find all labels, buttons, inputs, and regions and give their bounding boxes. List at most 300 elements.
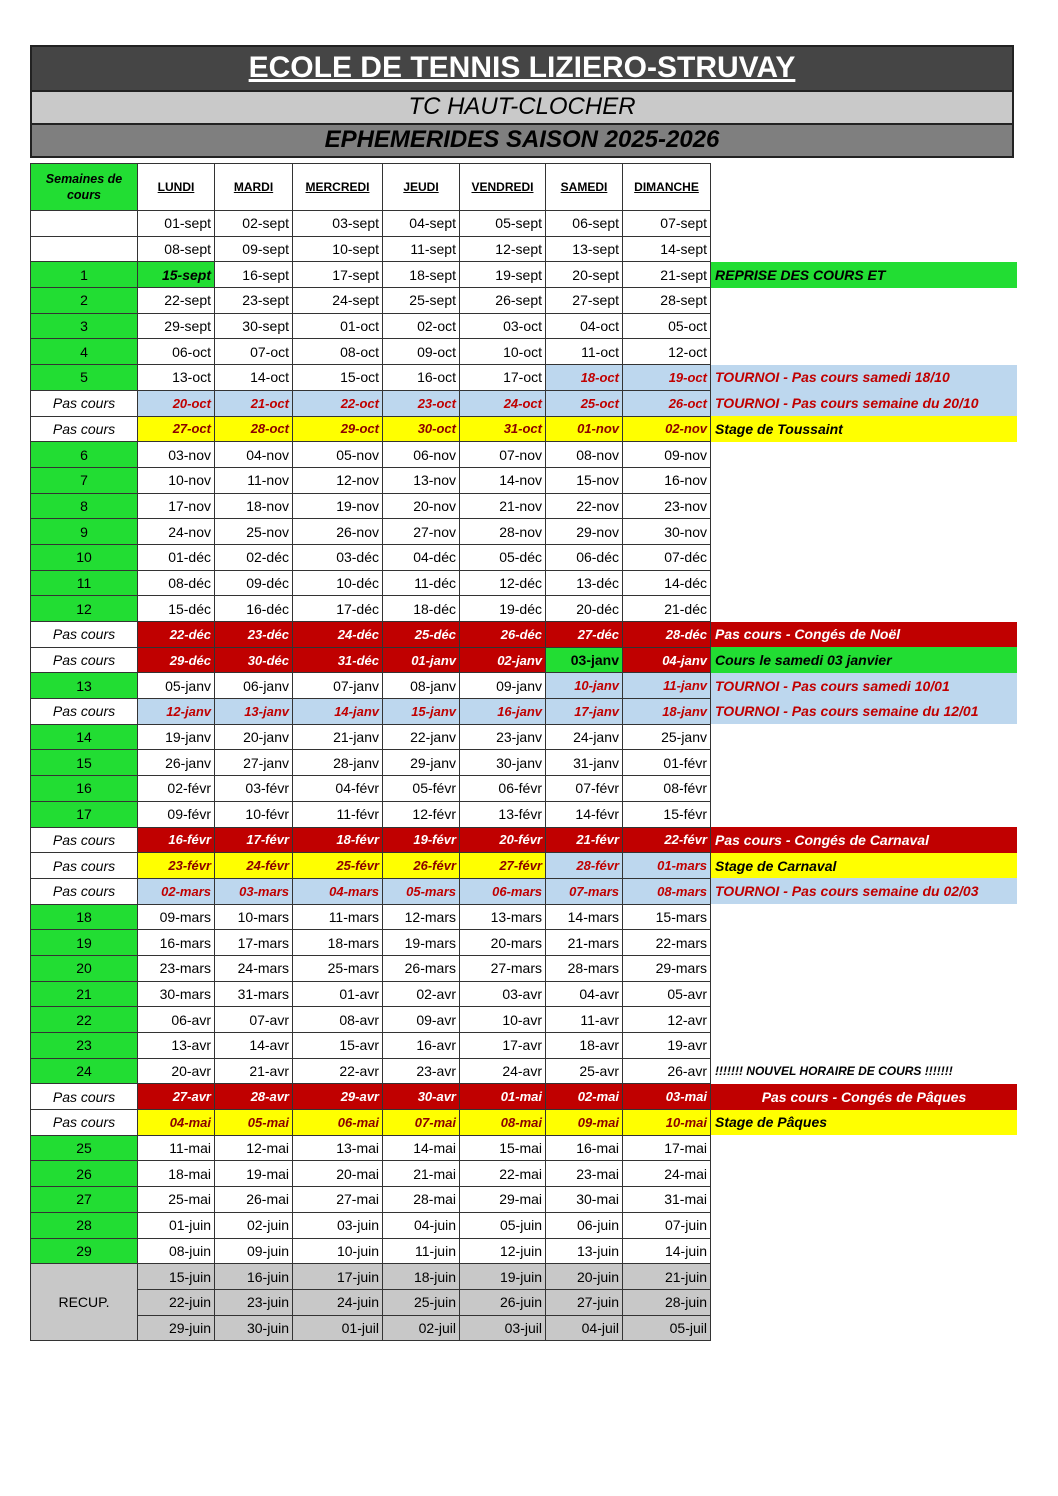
date-cell: 12-nov [293, 467, 383, 493]
table-row [31, 313, 1017, 339]
date-cell: 09-oct [383, 339, 460, 365]
date-cell: 20-févr [460, 827, 546, 853]
date-cell: 04-nov [215, 442, 293, 468]
date-cell: 08-mai [460, 1110, 546, 1136]
date-cell: 04-mai [138, 1110, 215, 1136]
row-note [711, 313, 1017, 339]
date-cell: 24-déc [293, 622, 383, 648]
date-cell: 27-sept [546, 288, 623, 314]
row-note: Stage de Carnaval [711, 853, 1017, 879]
date-cell: 22-févr [623, 827, 711, 853]
date-cell: 20-mai [293, 1161, 383, 1187]
date-cell: 11-juin [383, 1238, 460, 1264]
row-note [711, 1187, 1017, 1213]
date-cell: 11-avr [546, 1007, 623, 1033]
row-note [711, 930, 1017, 956]
date-cell: 28-avr [215, 1084, 293, 1110]
date-cell: 03-avr [460, 981, 546, 1007]
date-cell: 26-févr [383, 853, 460, 879]
recup-date-cell: 15-juin [138, 1264, 215, 1290]
table-row [31, 262, 1017, 288]
date-cell: 13-mars [460, 904, 546, 930]
date-cell: 21-déc [623, 596, 711, 622]
date-cell: 26-mars [383, 955, 460, 981]
date-cell: 01-avr [293, 981, 383, 1007]
row-note: Stage de Toussaint [711, 416, 1017, 442]
week-number: 16 [31, 776, 138, 802]
table-row [31, 1007, 1017, 1033]
row-note [711, 288, 1017, 314]
recup-date-cell: 26-juin [460, 1289, 546, 1315]
date-cell: 04-avr [546, 981, 623, 1007]
date-cell: 26-janv [138, 750, 215, 776]
date-cell: 11-déc [383, 570, 460, 596]
week-number: 11 [31, 570, 138, 596]
week-number: 29 [31, 1238, 138, 1264]
week-number: 14 [31, 724, 138, 750]
date-cell: 06-juin [546, 1212, 623, 1238]
row-note: Pas cours - Congés de Pâques [711, 1084, 1017, 1110]
recup-date-cell: 30-juin [215, 1315, 293, 1341]
date-cell: 22-nov [546, 493, 623, 519]
table-row [31, 622, 1017, 648]
date-cell: 20-nov [383, 493, 460, 519]
week-number: 8 [31, 493, 138, 519]
date-cell: 25-févr [293, 853, 383, 879]
date-cell: 19-nov [293, 493, 383, 519]
date-cell: 03-oct [460, 313, 546, 339]
recup-date-cell: 25-juin [383, 1289, 460, 1315]
row-note: !!!!!!! NOUVEL HORAIRE DE COURS !!!!!!! [715, 1064, 953, 1079]
date-cell: 07-janv [293, 673, 383, 699]
date-cell: 01-oct [293, 313, 383, 339]
table-row [31, 519, 1017, 545]
row-note [711, 1264, 1017, 1290]
date-cell: 30-oct [383, 416, 460, 442]
day-header-thursday: JEUDI [383, 164, 460, 211]
day-header-friday: VENDREDI [460, 164, 546, 211]
date-cell: 07-juin [623, 1212, 711, 1238]
date-cell: 11-nov [215, 467, 293, 493]
date-cell: 12-avr [623, 1007, 711, 1033]
week-number: Pas cours [31, 878, 138, 904]
date-cell: 12-sept [460, 236, 546, 262]
date-cell: 17-sept [293, 262, 383, 288]
date-cell: 29-nov [546, 519, 623, 545]
date-cell: 01-févr [623, 750, 711, 776]
date-cell: 01-juin [138, 1212, 215, 1238]
day-header-saturday: SAMEDI [546, 164, 623, 211]
date-cell: 07-sept [623, 211, 711, 237]
table-row [31, 930, 1017, 956]
date-cell: 10-févr [215, 801, 293, 827]
date-cell: 18-nov [215, 493, 293, 519]
date-cell: 03-nov [138, 442, 215, 468]
date-cell: 01-mars [623, 853, 711, 879]
week-number: Pas cours [31, 827, 138, 853]
date-cell: 16-oct [383, 365, 460, 391]
row-note: TOURNOI - Pas cours samedi 10/01 [711, 673, 1017, 699]
date-cell: 30-déc [215, 647, 293, 673]
date-cell: 25-déc [383, 622, 460, 648]
date-cell: 11-oct [546, 339, 623, 365]
date-cell: 22-oct [293, 390, 383, 416]
date-cell: 22-avr [293, 1058, 383, 1084]
row-note [711, 339, 1017, 365]
date-cell: 07-oct [215, 339, 293, 365]
date-cell: 09-janv [460, 673, 546, 699]
date-cell: 27-févr [460, 853, 546, 879]
date-cell: 28-déc [623, 622, 711, 648]
week-number: Pas cours [31, 1110, 138, 1136]
date-cell: 10-déc [293, 570, 383, 596]
date-cell: 08-févr [623, 776, 711, 802]
date-cell: 22-janv [383, 724, 460, 750]
row-note [711, 211, 1017, 237]
date-cell: 12-déc [460, 570, 546, 596]
date-cell: 17-mai [623, 1135, 711, 1161]
date-cell: 25-janv [623, 724, 711, 750]
week-number: 5 [31, 365, 138, 391]
date-cell: 16-nov [623, 467, 711, 493]
table-row [31, 236, 1017, 262]
date-cell: 15-avr [293, 1033, 383, 1059]
date-cell: 20-sept [546, 262, 623, 288]
table-row [31, 853, 1017, 879]
date-cell: 02-oct [383, 313, 460, 339]
date-cell: 24-mars [215, 955, 293, 981]
date-cell: 01-nov [546, 416, 623, 442]
recup-date-cell: 04-juil [546, 1315, 623, 1341]
table-row [31, 904, 1017, 930]
date-cell: 13-avr [138, 1033, 215, 1059]
table-row [31, 390, 1017, 416]
date-cell: 25-avr [546, 1058, 623, 1084]
week-number: Pas cours [31, 1084, 138, 1110]
week-number: 25 [31, 1135, 138, 1161]
date-cell: 29-janv [383, 750, 460, 776]
date-cell: 03-févr [215, 776, 293, 802]
week-number: 3 [31, 313, 138, 339]
date-cell: 09-sept [215, 236, 293, 262]
week-number: 9 [31, 519, 138, 545]
week-number: 2 [31, 288, 138, 314]
date-cell: 20-déc [546, 596, 623, 622]
row-note [711, 493, 1017, 519]
date-cell: 05-mars [383, 878, 460, 904]
date-cell: 27-mai [293, 1187, 383, 1213]
date-cell: 05-sept [460, 211, 546, 237]
date-cell: 04-oct [546, 313, 623, 339]
row-note [711, 570, 1017, 596]
date-cell: 03-juin [293, 1212, 383, 1238]
row-note [711, 801, 1017, 827]
date-cell: 10-juin [293, 1238, 383, 1264]
row-note: TOURNOI - Pas cours semaine du 02/03 [711, 878, 1017, 904]
row-note [711, 904, 1017, 930]
date-cell: 28-sept [623, 288, 711, 314]
date-cell: 23-nov [623, 493, 711, 519]
row-note [711, 1212, 1017, 1238]
date-cell: 13-juin [546, 1238, 623, 1264]
date-cell: 23-févr [138, 853, 215, 879]
date-cell: 19-déc [460, 596, 546, 622]
row-note: REPRISE DES COURS ET [711, 262, 1017, 288]
table-row [31, 1187, 1017, 1213]
date-cell: 06-nov [383, 442, 460, 468]
date-cell: 18-mars [293, 930, 383, 956]
date-cell: 28-oct [215, 416, 293, 442]
row-note [711, 776, 1017, 802]
date-cell: 06-janv [215, 673, 293, 699]
date-cell: 27-avr [138, 1084, 215, 1110]
date-cell: 29-avr [293, 1084, 383, 1110]
date-cell: 08-nov [546, 442, 623, 468]
date-cell: 26-mai [215, 1187, 293, 1213]
date-cell: 08-sept [138, 236, 215, 262]
table-row [31, 878, 1017, 904]
date-cell: 25-oct [546, 390, 623, 416]
date-cell: 05-avr [623, 981, 711, 1007]
date-cell: 11-févr [293, 801, 383, 827]
row-note: Pas cours - Congés de Carnaval [711, 827, 1017, 853]
row-note [711, 544, 1017, 570]
date-cell: 29-oct [293, 416, 383, 442]
date-cell: 08-avr [293, 1007, 383, 1033]
week-number: 23 [31, 1033, 138, 1059]
row-note [711, 1315, 1017, 1341]
date-cell: 23-janv [460, 724, 546, 750]
date-cell: 01-mai [460, 1084, 546, 1110]
date-cell: 06-mai [293, 1110, 383, 1136]
date-cell: 14-nov [460, 467, 546, 493]
date-cell: 01-sept [138, 211, 215, 237]
date-cell: 08-juin [138, 1238, 215, 1264]
date-cell: 19-mars [383, 930, 460, 956]
table-row [31, 211, 1017, 237]
date-cell: 20-janv [215, 724, 293, 750]
table-row [31, 570, 1017, 596]
recup-date-cell: 23-juin [215, 1289, 293, 1315]
day-header-sunday: DIMANCHE [623, 164, 711, 211]
date-cell: 09-mai [546, 1110, 623, 1136]
date-cell: 02-mai [546, 1084, 623, 1110]
date-cell: 13-févr [460, 801, 546, 827]
date-cell: 21-févr [546, 827, 623, 853]
date-cell: 03-mars [215, 878, 293, 904]
date-cell: 27-janv [215, 750, 293, 776]
date-cell: 16-sept [215, 262, 293, 288]
date-cell: 04-mars [293, 878, 383, 904]
table-row [31, 467, 1017, 493]
week-number: 18 [31, 904, 138, 930]
date-cell: 21-sept [623, 262, 711, 288]
date-cell: 28-mars [546, 955, 623, 981]
recup-row [31, 1289, 1017, 1315]
recup-label: RECUP. [31, 1264, 138, 1341]
date-cell: 27-déc [546, 622, 623, 648]
date-cell: 16-avr [383, 1033, 460, 1059]
date-cell: 14-janv [293, 699, 383, 725]
date-cell: 18-déc [383, 596, 460, 622]
week-number: 26 [31, 1161, 138, 1187]
day-header-wednesday: MERCREDI [293, 164, 383, 211]
row-note: Cours le samedi 03 janvier [711, 647, 1017, 673]
row-note [711, 1161, 1017, 1187]
date-cell: 04-juin [383, 1212, 460, 1238]
date-cell: 23-déc [215, 622, 293, 648]
table-row [31, 981, 1017, 1007]
table-row [31, 1238, 1017, 1264]
header-row [31, 164, 1017, 211]
table-row [31, 493, 1017, 519]
date-cell: 01-janv [383, 647, 460, 673]
date-cell: 21-janv [293, 724, 383, 750]
date-cell: 19-avr [623, 1033, 711, 1059]
date-cell: 17-févr [215, 827, 293, 853]
date-cell: 24-oct [460, 390, 546, 416]
date-cell: 06-mars [460, 878, 546, 904]
date-cell: 20-avr [138, 1058, 215, 1084]
date-cell: 21-nov [460, 493, 546, 519]
date-cell: 31-mai [623, 1187, 711, 1213]
date-cell: 05-févr [383, 776, 460, 802]
table-row [31, 724, 1017, 750]
table-row [31, 1212, 1017, 1238]
date-cell: 22-mars [623, 930, 711, 956]
date-cell: 18-avr [546, 1033, 623, 1059]
date-cell: 10-mai [623, 1110, 711, 1136]
date-cell: 05-nov [293, 442, 383, 468]
date-cell: 21-avr [215, 1058, 293, 1084]
date-cell: 16-déc [215, 596, 293, 622]
week-number: 6 [31, 442, 138, 468]
table-row [31, 544, 1017, 570]
table-row [31, 596, 1017, 622]
date-cell: 18-févr [293, 827, 383, 853]
date-cell: 05-oct [623, 313, 711, 339]
date-cell: 14-avr [215, 1033, 293, 1059]
week-number: 22 [31, 1007, 138, 1033]
date-cell: 13-sept [546, 236, 623, 262]
date-cell: 29-déc [138, 647, 215, 673]
date-cell: 16-févr [138, 827, 215, 853]
table-row [31, 647, 1017, 673]
date-cell: 28-mai [383, 1187, 460, 1213]
date-cell: 30-mai [546, 1187, 623, 1213]
date-cell: 22-sept [138, 288, 215, 314]
date-cell: 26-nov [293, 519, 383, 545]
date-cell: 26-déc [460, 622, 546, 648]
date-cell: 20-mars [460, 930, 546, 956]
date-cell: 02-févr [138, 776, 215, 802]
date-cell: 01-déc [138, 544, 215, 570]
date-cell: 02-mars [138, 878, 215, 904]
notes-header [711, 164, 1017, 211]
date-cell: 17-oct [460, 365, 546, 391]
week-number: 10 [31, 544, 138, 570]
recup-row [31, 1264, 1017, 1290]
date-cell: 31-janv [546, 750, 623, 776]
row-note: Stage de Pâques [711, 1110, 1017, 1136]
date-cell: 17-nov [138, 493, 215, 519]
table-row [31, 288, 1017, 314]
date-cell: 16-mai [546, 1135, 623, 1161]
date-cell: 10-janv [546, 673, 623, 699]
date-cell: 24-mai [623, 1161, 711, 1187]
day-header-tuesday: MARDI [215, 164, 293, 211]
recup-date-cell: 28-juin [623, 1289, 711, 1315]
date-cell: 04-déc [383, 544, 460, 570]
date-cell: 12-mai [215, 1135, 293, 1161]
row-note [711, 467, 1017, 493]
row-note [711, 955, 1017, 981]
date-cell: 20-oct [138, 390, 215, 416]
week-number: 15 [31, 750, 138, 776]
date-cell: 10-sept [293, 236, 383, 262]
date-cell: 02-déc [215, 544, 293, 570]
row-note [711, 596, 1017, 622]
date-cell: 31-déc [293, 647, 383, 673]
week-number: Pas cours [31, 390, 138, 416]
school-title: ECOLE DE TENNIS LIZIERO-STRUVAY [30, 45, 1014, 92]
week-number: 1 [31, 262, 138, 288]
date-cell: 30-mars [138, 981, 215, 1007]
date-cell: 06-déc [546, 544, 623, 570]
week-number: 12 [31, 596, 138, 622]
date-cell: 23-mars [138, 955, 215, 981]
date-cell: 08-déc [138, 570, 215, 596]
schedule-table [30, 163, 1017, 1341]
date-cell: 22-mai [460, 1161, 546, 1187]
week-number: 28 [31, 1212, 138, 1238]
row-note [711, 1033, 1017, 1059]
week-number: 7 [31, 467, 138, 493]
date-cell: 17-avr [460, 1033, 546, 1059]
date-cell: 07-mars [546, 878, 623, 904]
date-cell: 29-mars [623, 955, 711, 981]
date-cell: 30-sept [215, 313, 293, 339]
date-cell: 11-mai [138, 1135, 215, 1161]
week-number: 17 [31, 801, 138, 827]
date-cell: 05-déc [460, 544, 546, 570]
date-cell: 24-janv [546, 724, 623, 750]
recup-date-cell: 17-juin [293, 1264, 383, 1290]
date-cell: 04-janv [623, 647, 711, 673]
date-cell: 13-nov [383, 467, 460, 493]
date-cell: 13-janv [215, 699, 293, 725]
table-row [31, 442, 1017, 468]
table-row [31, 1135, 1017, 1161]
row-note: TOURNOI - Pas cours samedi 18/10 [711, 365, 1017, 391]
date-cell: 30-nov [623, 519, 711, 545]
date-cell: 23-mai [546, 1161, 623, 1187]
table-row [31, 1084, 1017, 1110]
date-cell: 15-sept [138, 262, 215, 288]
recup-date-cell: 02-juil [383, 1315, 460, 1341]
date-cell: 26-oct [623, 390, 711, 416]
recup-date-cell: 20-juin [546, 1264, 623, 1290]
date-cell: 24-sept [293, 288, 383, 314]
date-cell: 25-sept [383, 288, 460, 314]
date-cell: 11-sept [383, 236, 460, 262]
week-number: 19 [31, 930, 138, 956]
row-note [711, 981, 1017, 1007]
week-number: 20 [31, 955, 138, 981]
date-cell: 07-mai [383, 1110, 460, 1136]
date-cell: 06-avr [138, 1007, 215, 1033]
date-cell: 27-nov [383, 519, 460, 545]
